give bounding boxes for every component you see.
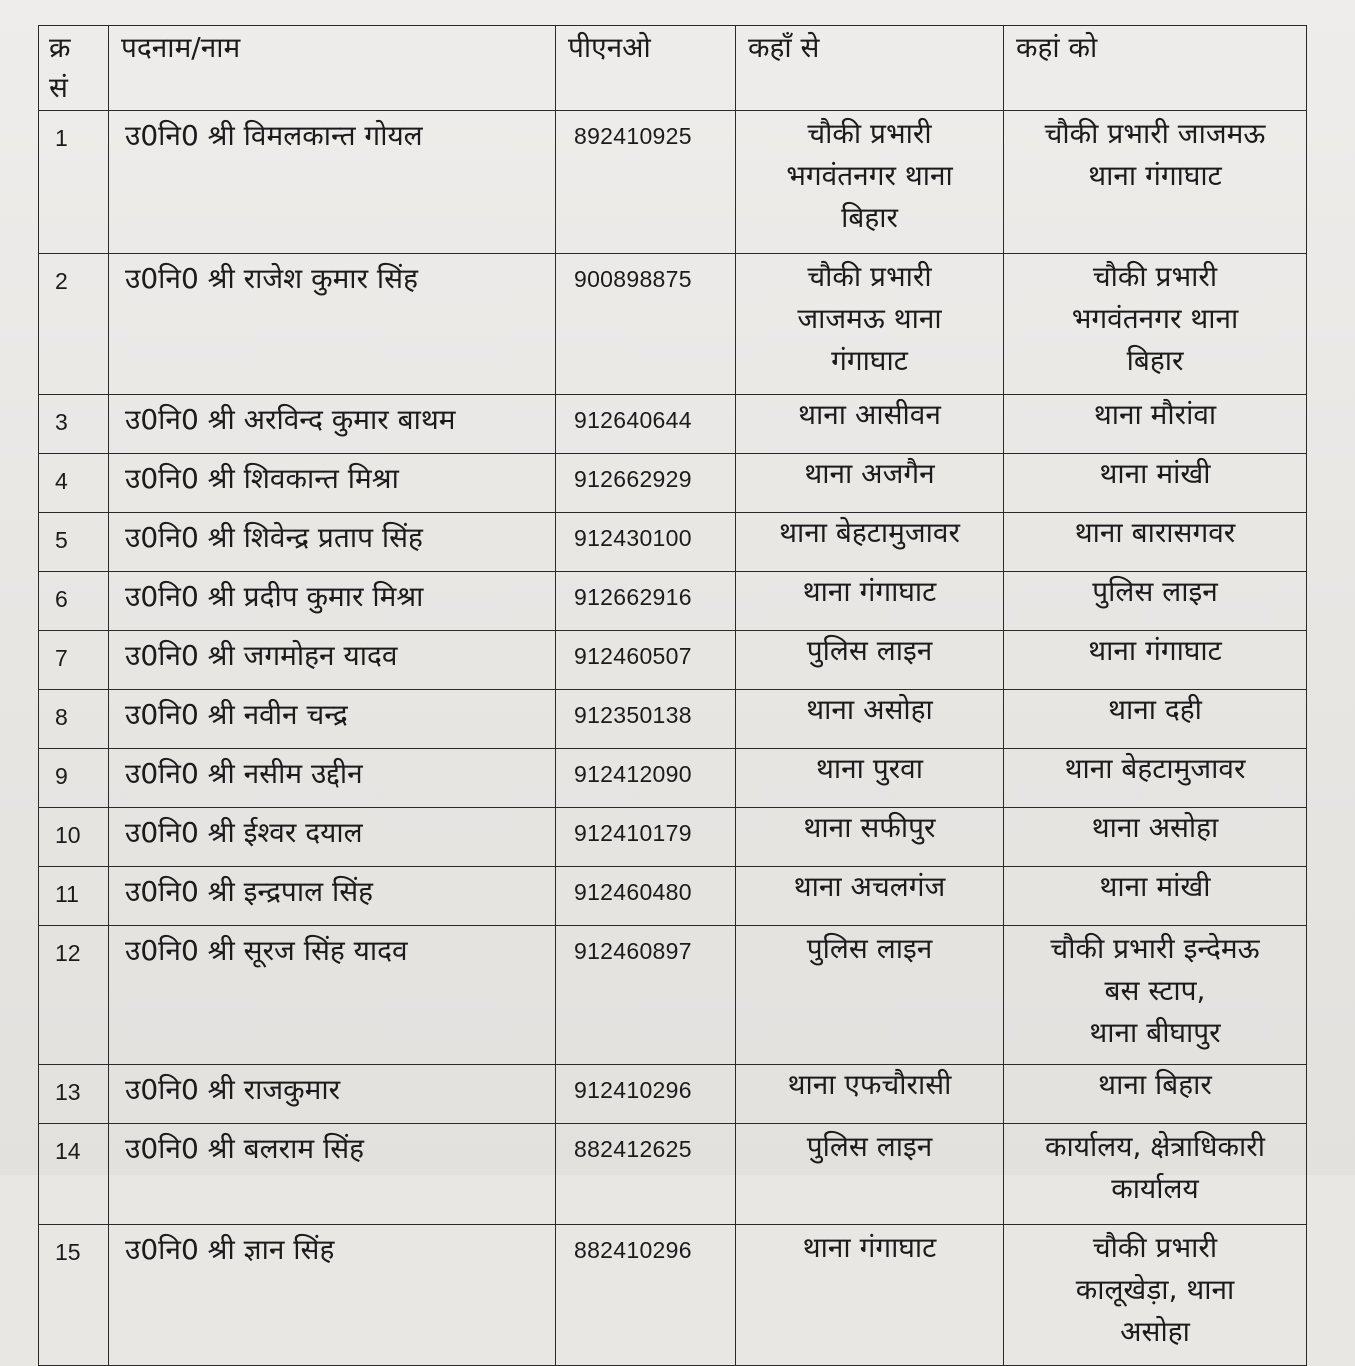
to-location-line: थाना गंगाघाट (1088, 634, 1222, 667)
pno-cell: 900898875 (556, 254, 736, 395)
from-location-cell (736, 1124, 1004, 1225)
table-row (39, 572, 1307, 631)
header-to-label: कहां को (1016, 31, 1098, 64)
table-row (39, 513, 1307, 572)
from-location-cell (736, 1065, 1004, 1124)
serial-cell: 15 (39, 1225, 109, 1366)
header-serial-line-2: सं (49, 71, 68, 104)
pno-cell: 882410296 (556, 1225, 736, 1366)
from-location-line: चौकी प्रभारी (807, 260, 932, 293)
officer-name-cell: उ0नि0 श्री राजकुमार (109, 1065, 556, 1124)
officer-name-cell: उ0नि0 श्री विमलकान्त गोयल (109, 111, 556, 254)
from-location-cell (736, 572, 1004, 631)
from-location-cell (736, 690, 1004, 749)
serial-cell: 9 (39, 749, 109, 808)
to-location-cell (1004, 926, 1307, 1065)
to-location-line: भगवंतनगर थाना (1071, 302, 1239, 335)
serial-cell: 6 (39, 572, 109, 631)
serial-cell: 4 (39, 454, 109, 513)
header-from (736, 26, 1004, 111)
from-location-cell (736, 808, 1004, 867)
from-location-cell (736, 395, 1004, 454)
table-body (39, 111, 1307, 1366)
table-row (39, 690, 1307, 749)
serial-cell: 10 (39, 808, 109, 867)
table-row (39, 808, 1307, 867)
from-location-line: पुलिस लाइन (806, 634, 933, 667)
from-location-cell (736, 631, 1004, 690)
header-pno (556, 26, 736, 111)
pno-cell: 912460897 (556, 926, 736, 1065)
to-location-line: असोहा (1120, 1315, 1190, 1348)
header-serial-line-1: क्र (49, 31, 71, 64)
to-location-cell (1004, 1124, 1307, 1225)
serial-cell: 3 (39, 395, 109, 454)
to-location-cell (1004, 572, 1307, 631)
serial-cell: 14 (39, 1124, 109, 1225)
header-row (39, 26, 1307, 111)
from-location-line: पुलिस लाइन (806, 1130, 933, 1163)
from-location-line: पुलिस लाइन (806, 932, 933, 965)
from-location-line: बिहार (841, 201, 898, 234)
serial-cell: 12 (39, 926, 109, 1065)
from-location-line: थाना सफीपुर (803, 811, 936, 844)
to-location-line: थाना मौरांवा (1093, 398, 1217, 431)
officer-name-cell: उ0नि0 श्री शिवकान्त मिश्रा (109, 454, 556, 513)
to-location-cell (1004, 254, 1307, 395)
header-to (1004, 26, 1307, 111)
officer-name-cell: उ0नि0 श्री जगमोहन यादव (109, 631, 556, 690)
table-row (39, 395, 1307, 454)
pno-cell: 912350138 (556, 690, 736, 749)
to-location-cell (1004, 690, 1307, 749)
to-location-line: कार्यालय (1111, 1172, 1199, 1205)
pno-cell: 912410296 (556, 1065, 736, 1124)
table-row (39, 631, 1307, 690)
pno-cell: 912410179 (556, 808, 736, 867)
table-row (39, 749, 1307, 808)
to-location-line: थाना बेहटामुजावर (1064, 752, 1246, 785)
to-location-line: पुलिस लाइन (1092, 575, 1218, 608)
from-location-line: थाना असोहा (806, 693, 933, 726)
to-location-cell (1004, 1225, 1307, 1366)
header-name-label: पदनाम/नाम (121, 31, 241, 64)
pno-cell: 912430100 (556, 513, 736, 572)
officer-name-cell: उ0नि0 श्री बलराम सिंह (109, 1124, 556, 1225)
from-location-line: जाजमऊ थाना (797, 302, 942, 335)
table-row (39, 111, 1307, 254)
pno-cell: 912640644 (556, 395, 736, 454)
serial-cell: 13 (39, 1065, 109, 1124)
header-serial (39, 26, 109, 111)
from-location-line: गंगाघाट (831, 344, 908, 377)
to-location-line: थाना असोहा (1091, 811, 1219, 844)
from-location-line: थाना आसीवन (798, 398, 941, 431)
from-location-cell (736, 867, 1004, 926)
table-row (39, 926, 1307, 1065)
from-location-line: थाना पुरवा (815, 752, 923, 785)
to-location-line: थाना गंगाघाट (1088, 159, 1222, 192)
table-row (39, 454, 1307, 513)
serial-cell: 2 (39, 254, 109, 395)
table-row (39, 1225, 1307, 1366)
from-location-cell (736, 1225, 1004, 1366)
table-row (39, 867, 1307, 926)
from-location-line: थाना अचलगंज (793, 870, 946, 903)
to-location-cell (1004, 1065, 1307, 1124)
to-location-line: थाना मांखी (1099, 457, 1211, 490)
header-pno-label: पीएनओ (568, 31, 651, 64)
table-row (39, 1065, 1307, 1124)
officer-name-cell: उ0नि0 श्री शिवेन्द्र प्रताप सिंह (109, 513, 556, 572)
to-location-cell (1004, 631, 1307, 690)
serial-cell: 11 (39, 867, 109, 926)
from-location-line: थाना गंगाघाट (802, 1231, 937, 1264)
to-location-cell (1004, 395, 1307, 454)
from-location-line: थाना अजगैन (804, 457, 935, 490)
from-location-cell (736, 926, 1004, 1065)
pno-cell: 912460507 (556, 631, 736, 690)
from-location-cell (736, 254, 1004, 395)
officer-name-cell: उ0नि0 श्री ज्ञान सिंह (109, 1225, 556, 1366)
pno-cell: 892410925 (556, 111, 736, 254)
officer-name-cell: उ0नि0 श्री नवीन चन्द्र (109, 690, 556, 749)
to-location-line: कार्यालय, क्षेत्राधिकारी (1045, 1130, 1265, 1163)
to-location-line: थाना बिहार (1098, 1068, 1212, 1101)
transfer-table (38, 25, 1307, 1366)
table-row (39, 254, 1307, 395)
to-location-line: चौकी प्रभारी (1092, 260, 1218, 293)
serial-cell: 5 (39, 513, 109, 572)
officer-name-cell: उ0नि0 श्री नसीम उद्दीन (109, 749, 556, 808)
from-location-line: थाना एफचौरासी (787, 1068, 952, 1101)
from-location-cell (736, 454, 1004, 513)
to-location-line: बस स्टाप, (1104, 974, 1206, 1007)
officer-name-cell: उ0नि0 श्री सूरज सिंह यादव (109, 926, 556, 1065)
to-location-line: चौकी प्रभारी जाजमऊ (1044, 117, 1266, 150)
from-location-line: थाना गंगाघाट (802, 575, 937, 608)
pno-cell: 912662916 (556, 572, 736, 631)
to-location-line: चौकी प्रभारी (1092, 1231, 1218, 1264)
serial-cell: 1 (39, 111, 109, 254)
to-location-line: थाना दही (1108, 693, 1202, 726)
to-location-cell (1004, 513, 1307, 572)
to-location-cell (1004, 454, 1307, 513)
from-location-cell (736, 749, 1004, 808)
to-location-line: चौकी प्रभारी इन्देमऊ (1050, 932, 1260, 965)
to-location-cell (1004, 749, 1307, 808)
to-location-line: थाना मांखी (1099, 870, 1211, 903)
to-location-cell (1004, 808, 1307, 867)
table-row (39, 1124, 1307, 1225)
serial-cell: 7 (39, 631, 109, 690)
officer-name-cell: उ0नि0 श्री प्रदीप कुमार मिश्रा (109, 572, 556, 631)
officer-name-cell: उ0नि0 श्री अरविन्द कुमार बाथम (109, 395, 556, 454)
pno-cell: 912412090 (556, 749, 736, 808)
from-location-cell (736, 513, 1004, 572)
to-location-cell (1004, 867, 1307, 926)
to-location-line: थाना बारासगवर (1074, 516, 1236, 549)
officer-name-cell: उ0नि0 श्री राजेश कुमार सिंह (109, 254, 556, 395)
serial-cell: 8 (39, 690, 109, 749)
header-name (109, 26, 556, 111)
to-location-line: कालूखेड़ा, थाना (1075, 1273, 1235, 1306)
officer-name-cell: उ0नि0 श्री इन्द्रपाल सिंह (109, 867, 556, 926)
officer-name-cell: उ0नि0 श्री ईश्वर दयाल (109, 808, 556, 867)
from-location-line: थाना बेहटामुजावर (779, 516, 960, 549)
pno-cell: 912662929 (556, 454, 736, 513)
pno-cell: 912460480 (556, 867, 736, 926)
pno-cell: 882412625 (556, 1124, 736, 1225)
to-location-line: थाना बीघापुर (1089, 1016, 1221, 1049)
header-from-label: कहाँ से (748, 31, 820, 64)
to-location-line: बिहार (1126, 344, 1184, 377)
from-location-line: चौकी प्रभारी (807, 117, 932, 150)
from-location-line: भगवंतनगर थाना (786, 159, 953, 192)
to-location-cell (1004, 111, 1307, 254)
from-location-cell (736, 111, 1004, 254)
